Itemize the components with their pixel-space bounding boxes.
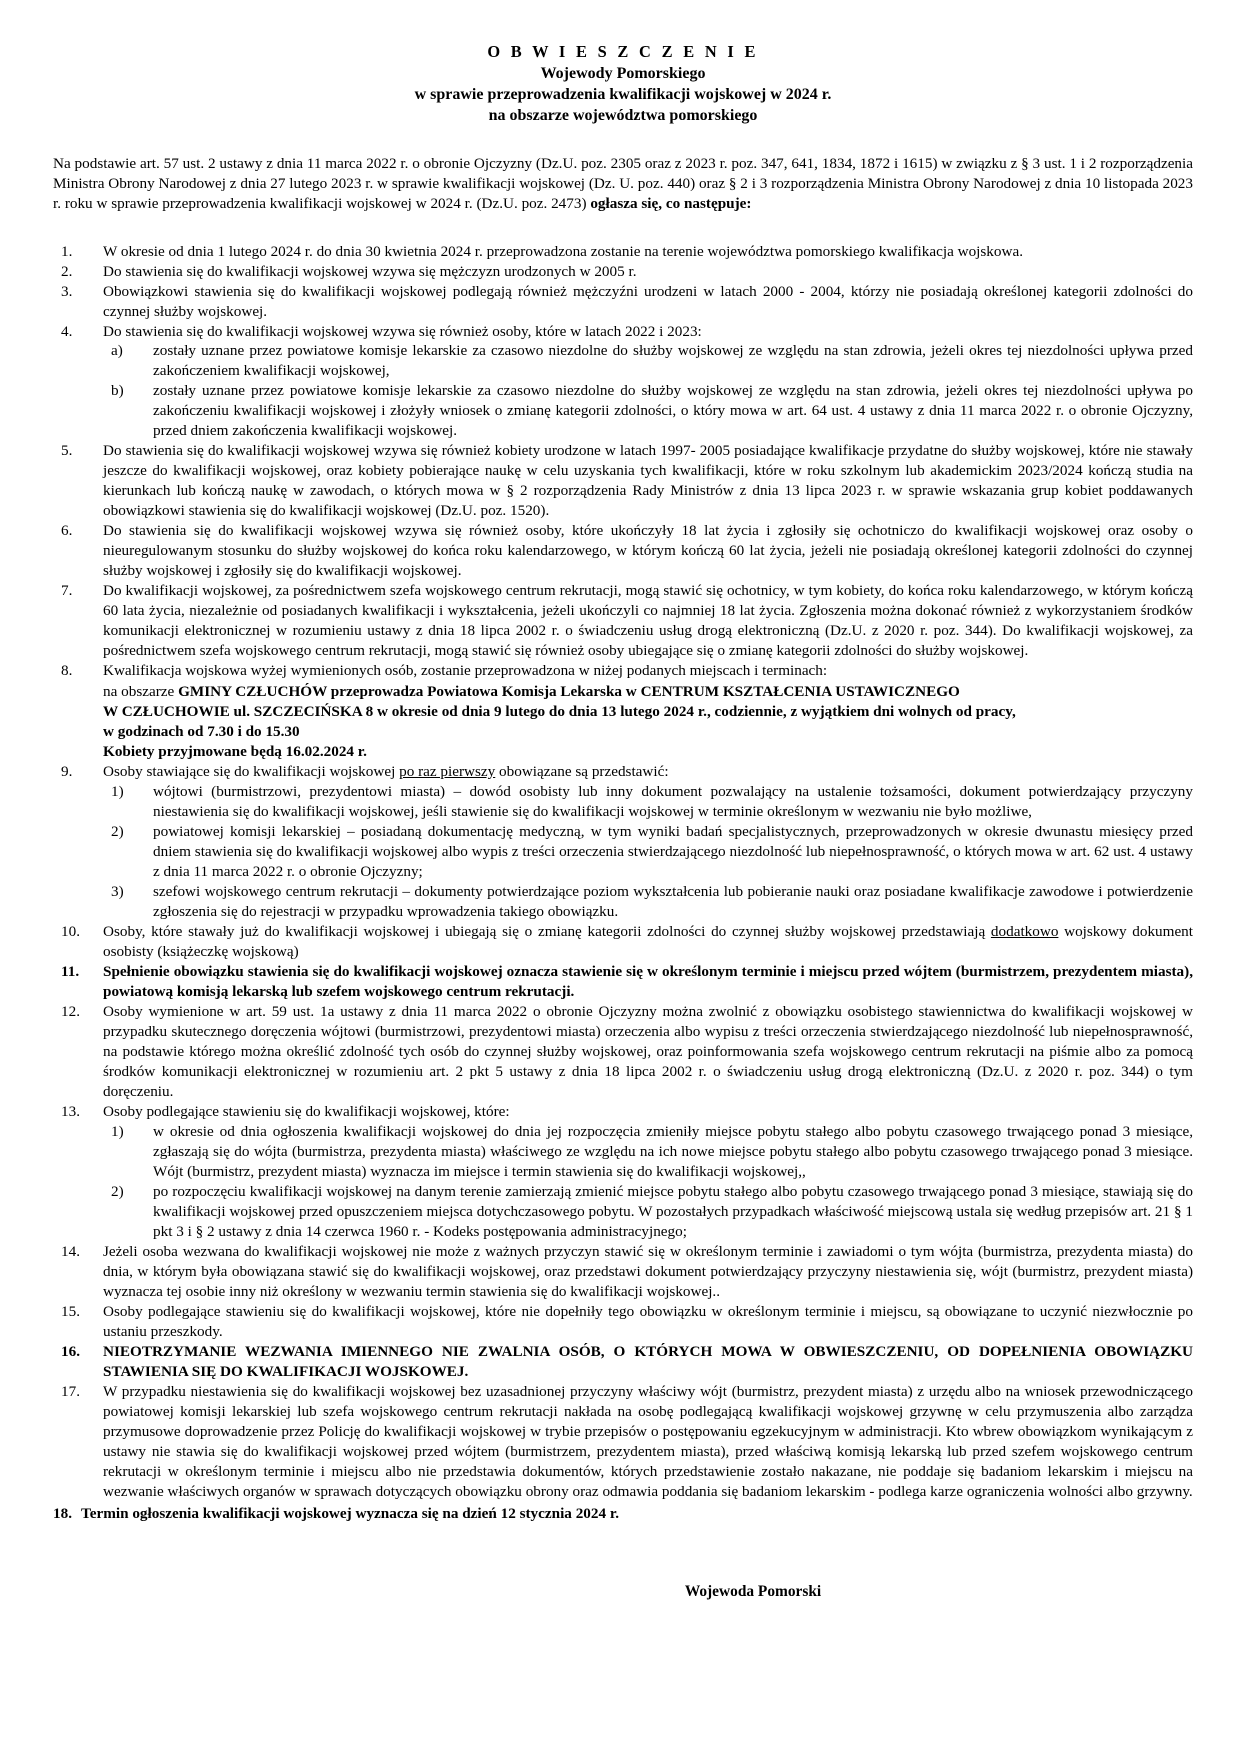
sub-item-3 xyxy=(103,882,1193,922)
provision-item-3 xyxy=(53,282,1193,322)
item-number: 13. xyxy=(61,1102,80,1120)
provision-item-13-sublist xyxy=(103,1122,1193,1242)
item-text-part2: obowiązane są przedstawić: xyxy=(495,763,669,781)
item-number: 2. xyxy=(61,262,73,280)
item-text-part2: wojskowy dokument osobisty (książeczkę wojskową) xyxy=(103,923,1193,961)
legal-basis-declaration: ogłasza się, co następuje: xyxy=(590,194,752,212)
sub-item-number: b) xyxy=(111,382,124,400)
document-heading xyxy=(53,41,1193,127)
sub-item-number: 1) xyxy=(111,783,124,801)
provision-item-7 xyxy=(53,581,1193,661)
item-number: 9. xyxy=(61,763,73,781)
provision-item-6 xyxy=(53,521,1193,581)
sub-item-number: 3) xyxy=(111,883,124,901)
item-text: Do stawienia się do kwalifikacji wojskowej wzywa się również osoby, które ukończyły 18 lat życia i zgłosiły się ochotniczo do kwalifikacji wojskowej oraz osoby o nieuregulowanym stosunku do służby wojskowej do końca roku kalendarzowego, w którym kończą 60 lat życia, jeżeli nie posiadają określonej kategorii zdolności do czynnej służby wojskowej i zgłosiły się do kwalifikacji wojskowej. xyxy=(103,522,1193,580)
provision-item-18 xyxy=(53,1504,1193,1524)
provision-item-15 xyxy=(53,1302,1193,1342)
provision-item-10 xyxy=(53,922,1193,962)
item-text-underlined: dodatkowo xyxy=(990,923,1059,941)
item-text: Osoby podlegające stawieniu się do kwalifikacji wojskowej, które: xyxy=(103,1102,510,1120)
item-number: 18. xyxy=(53,1504,72,1522)
sub-item-2 xyxy=(103,1182,1193,1242)
sub-item-number: 1) xyxy=(111,1122,124,1140)
item-text: NIEOTRZYMANIE WEZWANIA IMIENNEGO NIE ZWALNIA OSÓB, O KTÓRYCH MOWA W OBWIESZCZENIU, OD DOPEŁNIENIA OBOWIĄZKU STAWIENIA SIĘ DO KWALIFIKACJI WOJSKOWEJ. xyxy=(103,1342,1193,1380)
item-number: 1. xyxy=(61,242,73,260)
provision-item-17 xyxy=(53,1382,1193,1502)
sub-item-1 xyxy=(103,1122,1193,1182)
sub-item-text: wójtowi (burmistrzowi, prezydentowi miasta) – dowód osobisty lub inny dokument pozwalający na ustalenie tożsamości, dokument potwierdzający przyczyny niestawienia się do kwalifikacji wojskowej, jeśli stawienie się do kwalifikacji wojskowej w terminie określonym w wezwaniu nie było możliwe, xyxy=(153,783,1193,821)
sub-item-a xyxy=(103,341,1193,381)
item-text: Do stawienia się do kwalifikacji wojskowej wzywa się również osoby, które w latach 2022 i 2023: xyxy=(103,322,702,340)
location-line-2: W CZŁUCHOWIE ul. SZCZECIŃSKA 8 w okresie od dnia 9 lutego do dnia 13 lutego 2024 r., codziennie, z wyjątkiem dni wolnych od pracy, xyxy=(103,703,1016,721)
sub-item-number: a) xyxy=(111,342,123,360)
sub-item-1 xyxy=(103,782,1193,822)
item-text: W okresie od dnia 1 lutego 2024 r. do dnia 30 kwietnia 2024 r. przeprowadzona zostanie na terenie województwa pomorskiego kwalifikacja wojskowa. xyxy=(103,242,1023,260)
item-text: Do stawienia się do kwalifikacji wojskowej wzywa się również kobiety urodzone w latach 1997- 2005 posiadające kwalifikacje przydatne do służby wojskowej, które nie stawały jeszcze do kwalifikacji wojskowej, oraz kobiety pobierające naukę w celu uzyskania tych kwalifikacji, które w roku szkolnym lub akademickim 2023/2024 kończą studia na kierunkach lub kończą naukę w zawodach, o których mowa w § 2 rozporządzenia Rady Ministrów z dnia 13 lipca 2023 r. w sprawie wskazania grup kobiet poddawanych obowiązkowi stawienia się do kwalifikacji wojskowej (Dz.U. poz. 1520). xyxy=(103,442,1193,520)
provision-item-11 xyxy=(53,962,1193,1002)
provision-item-8 xyxy=(53,661,1193,762)
item-number: 15. xyxy=(61,1302,80,1320)
sub-item-number: 2) xyxy=(111,1182,124,1200)
signature-block: Wojewoda Pomorski xyxy=(684,1582,822,1600)
sub-item-text: powiatowej komisji lekarskiej – posiadaną dokumentację medyczną, w tym wyniki badań specjalistycznych, przeprowadzonych w okresie dwunastu miesięcy przed dniem stawienia się do kwalifikacji wojskowej albo wypis z treści orzeczenia stwierdzającego niezdolność lub niepełnosprawność, o których mowa w art. 62 ust. 4 ustawy z dnia 11 marca 2022 r. o obronie Ojczyzny; xyxy=(153,823,1193,881)
sub-item-number: 2) xyxy=(111,823,124,841)
item-number: 12. xyxy=(61,1002,80,1020)
provision-item-4 xyxy=(53,322,1193,442)
location-prefix: na obszarze xyxy=(103,683,179,701)
item-number: 11. xyxy=(61,963,80,980)
location-hours: w godzinach od 7.30 i do 15.30 xyxy=(103,723,300,741)
item-number: 5. xyxy=(61,442,73,460)
item-number: 16. xyxy=(61,1342,80,1360)
item-text-part1: Osoby, które stawały już do kwalifikacji wojskowej i ubiegają się o zmianę kategorii zdolności do czynnej służby wojskowej przedstawiają xyxy=(103,923,991,941)
item-text: Kwalifikacja wojskowa wyżej wymienionych osób, zostanie przeprowadzona w niżej podanych miejscach i terminach: xyxy=(103,662,828,680)
provision-item-13 xyxy=(53,1102,1193,1242)
item-number: 3. xyxy=(61,282,73,300)
location-women-date: Kobiety przyjmowane będą 16.02.2024 r. xyxy=(103,743,367,761)
provision-item-4-sublist xyxy=(103,341,1193,441)
heading-subject: w sprawie przeprowadzenia kwalifikacji wojskowej w 2024 r. xyxy=(414,86,832,104)
item-text: Termin ogłoszenia kwalifikacji wojskowej wyznacza się na dzień 12 stycznia 2024 r. xyxy=(81,1504,620,1522)
sub-item-text: po rozpoczęciu kwalifikacji wojskowej na danym terenie zamierzają zmienić miejsce pobytu stałego albo pobytu czasowego trwającego ponad 3 miesiące, stawiają się do kwalifikacji wojskowej przed opuszczeniem miejsca dotychczasowego pobytu. W pozostałych przypadkach właściwość miejscową ustala się według przepisów art. 21 § 1 pkt 3 i § 2 ustawy z dnia 14 czerwca 1960 r. - Kodeks postępowania administracyjnego; xyxy=(153,1182,1193,1240)
heading-title: O B W I E S Z C Z E N I E xyxy=(487,42,759,61)
item-number: 10. xyxy=(61,923,80,941)
provisions-list xyxy=(53,242,1193,1502)
provision-item-9-sublist xyxy=(103,782,1193,922)
sub-item-text: szefowi wojskowego centrum rekrutacji – dokumenty potwierdzające poziom wykształcenia lub pobieranie nauki oraz posiadane kwalifikacje zawodowe i potwierdzenie zgłoszenia się do rejestracji w przypadku wprowadzenia takiego obowiązku. xyxy=(153,883,1193,921)
item-text: Obowiązkowi stawienia się do kwalifikacji wojskowej podlegają również mężczyźni urodzeni w latach 2000 - 2004, którzy nie posiadają określonej kategorii zdolności do czynnej służby wojskowej. xyxy=(103,282,1193,320)
provision-item-5 xyxy=(53,441,1193,521)
item-number: 6. xyxy=(61,522,73,540)
item-text: Osoby podlegające stawieniu się do kwalifikacji wojskowej, które nie dopełniły tego obowiązku w określonym terminie i miejscu, są obowiązane to uczynić niezwłocznie po ustaniu przeszkody. xyxy=(103,1302,1193,1340)
provision-item-16 xyxy=(53,1342,1193,1382)
provision-item-9 xyxy=(53,762,1193,922)
item-text: Jeżeli osoba wezwana do kwalifikacji wojskowej nie może z ważnych przyczyn stawić się w określonym terminie i zawiadomi o tym wójta (burmistrza, prezydenta miasta) do dnia, w którym była obowiązana stawić się do kwalifikacji wojskowej, oraz przedstawi dokument potwierdzający przyczyny niestawienia się, wójt (burmistrz, prezydent miasta) wyznacza tej osobie inny niż określony w wezwaniu termin stawienia się do kwalifikacji wojskowej.. xyxy=(103,1242,1193,1300)
heading-authority: Wojewody Pomorskiego xyxy=(540,64,706,82)
item-text: Do kwalifikacji wojskowej, za pośrednictwem szefa wojskowego centrum rekrutacji, mogą stawić się ochotnicy, w tym kobiety, do końca roku kalendarzowego, w którym kończą 60 lata życia, niezależnie od posiadanych kwalifikacji i wykształcenia, jeżeli ukończyli co najmniej 18 lat życia. Zgłoszenia można dokonać również z wykorzystaniem środków komunikacji elektronicznej w rozumieniu ustawy z dnia 18 lipca 2002 r. o świadczeniu usług drogą elektroniczną (Dz.U. z 2020 r. poz. 344). Do kwalifikacji wojskowej, za pośrednictwem szefa wojskowego centrum rekrutacji, mogą stawić się również osoby ubiegające się o zmianę kategorii zdolności do służby wojskowej. xyxy=(103,582,1193,660)
item-text: Osoby wymienione w art. 59 ust. 1a ustawy z dnia 11 marca 2022 o obronie Ojczyzny można zwolnić z obowiązku osobistego stawiennictwa do kwalifikacji wojskowej w przypadku skutecznego doręczenia wójtowi (burmistrzowi, prezydentowi miasta) orzeczenia albo wypisu z treści orzeczenia stwierdzającego niezdolność lub niepełnosprawność, na podstawie którego można określić zdolność tych osób do czynnej służby wojskowej, oraz poinformowania szefa wojskowego centrum rekrutacji na piśmie albo za pomocą środków komunikacji elektronicznej w rozumieniu art. 2 pkt 5 ustawy z dnia 18 lipca 2002 r. o świadczeniu usług drogą elektroniczną (Dz.U. z 2020 r. poz. 344) o tym doręczeniu. xyxy=(103,1002,1193,1100)
provision-item-14 xyxy=(53,1242,1193,1302)
item-number: 8. xyxy=(61,662,73,680)
location-commission: GMINY CZŁUCHÓW przeprowadza Powiatowa Komisja Lekarska w CENTRUM KSZTAŁCENIA USTAWICZNEGO xyxy=(178,683,960,701)
provision-item-12 xyxy=(53,1002,1193,1102)
location-line-1 xyxy=(103,682,1193,702)
legal-basis-paragraph xyxy=(53,154,1193,214)
item-number: 17. xyxy=(61,1382,80,1400)
sub-item-text: zostały uznane przez powiatowe komisje lekarskie za czasowo niezdolne do służby wojskowej ze względu na stan zdrowia, jeżeli okres tej niezdolności upływa po zakończeniu kwalifikacji wojskowej i złożyły wniosek o zmianę kategorii zdolności, o który mowa w art. 64 ust. 4 ustawy z dnia 11 marca 2022 r. o obronie Ojczyzny, przed dniem zakończenia kwalifikacji wojskowej. xyxy=(153,382,1193,440)
provision-item-1 xyxy=(53,242,1193,262)
item-text: Spełnienie obowiązku stawienia się do kwalifikacji wojskowej oznacza stawienie się w określonym terminie i miejscu przed wójtem (burmistrzem, prezydentem miasta), powiatową komisją lekarską lub szefem wojskowego centrum rekrutacji. xyxy=(103,963,1193,1000)
item-number: 4. xyxy=(61,322,73,340)
item-text-part1: Osoby stawiające się do kwalifikacji wojskowej xyxy=(103,763,400,781)
legal-basis-text: Na podstawie art. 57 ust. 2 ustawy z dnia 11 marca 2022 r. o obronie Ojczyzny (Dz.U. poz. 2305 oraz z 2023 r. poz. 347, 641, 1834, 1872 i 1615) w związku z § 3 ust. 1 i 2 rozporządzenia Ministra Obrony Narodowej z dnia 27 lutego 2023 r. w sprawie kwalifikacji wojskowej (Dz. U. poz. 440) oraz § 2 i 3 rozporządzenia Ministra Obrony Narodowej z dnia 10 listopada 2023 r. roku w sprawie przeprowadzenia kwalifikacji wojskowej w 2024 r. (Dz.U. poz. 2473) xyxy=(53,154,1193,212)
item-text: Do stawienia się do kwalifikacji wojskowej wzywa się mężczyzn urodzonych w 2005 r. xyxy=(103,262,637,280)
sub-item-text: w okresie od dnia ogłoszenia kwalifikacji wojskowej do dnia jej rozpoczęcia zmieniły miejsce pobytu stałego albo pobytu czasowego trwającego ponad 3 miesiące, zgłaszają się do wójta (burmistrza, prezydenta miasta) właściwego ze względu na ich nowe miejsce pobytu stałego albo pobytu czasowego trwającego ponad 3 miesiące. Wójt (burmistrz, prezydent miasta) wyznacza im miejsce i termin stawienia się do kwalifikacji wojskowej,, xyxy=(153,1122,1193,1180)
provision-item-2 xyxy=(53,262,1193,282)
heading-area: na obszarze województwa pomorskiego xyxy=(488,107,758,125)
sub-item-2 xyxy=(103,822,1193,882)
qualification-location-block xyxy=(103,682,1193,762)
item-number: 7. xyxy=(61,582,73,600)
item-text: W przypadku niestawienia się do kwalifikacji wojskowej bez uzasadnionej przyczyny właściwy wójt (burmistrz, prezydent miasta) z urzędu albo na wniosek przewodniczącego powiatowej komisji lekarskiej lub szefa wojskowego centrum rekrutacji nakłada na osobę podlegającą kwalifikacji wojskowej grzywnę w celu przymuszenia albo zarządza przymusowe doprowadzenie przez Policję do kwalifikacji wojskowej w trybie przepisów o postępowaniu egzekucyjnym w administracji. Kto wbrew obowiązkom wynikającym z ustawy nie stawia się do kwalifikacji wojskowej przed wójtem (burmistrzem, prezydentem miasta), przed właściwą komisją lekarską lub przed szefem wojskowego centrum rekrutacji w określonym terminie i miejscu albo nie przedstawia dokumentów, których przedstawienie zostało nakazane, nie poddaje się badaniom lekarskim i miejscu na wezwanie właściwych organów w sprawach dotyczących obowiązku obrony oraz odmawia poddania się badaniom lekarskim - podlega karze ograniczenia wolności albo grzywny. xyxy=(103,1382,1193,1500)
item-number: 14. xyxy=(61,1242,80,1260)
sub-item-text: zostały uznane przez powiatowe komisje lekarskie za czasowo niezdolne do służby wojskowej ze względu na stan zdrowia, jeżeli okres tej niezdolności upływa przed zakończeniem kwalifikacji wojskowej, xyxy=(153,342,1193,380)
item-text-underlined: po raz pierwszy xyxy=(399,763,496,781)
sub-item-b xyxy=(103,381,1193,441)
